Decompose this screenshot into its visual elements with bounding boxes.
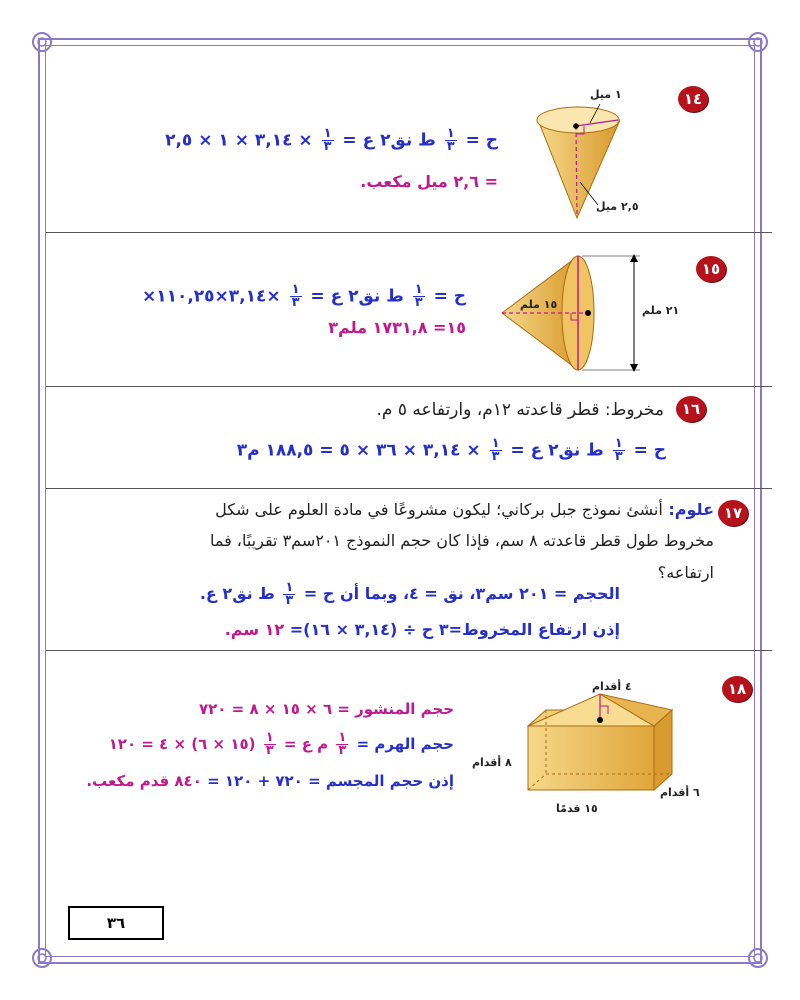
height-label: ٤ أقدام	[592, 680, 632, 693]
corner-ornament-top-right	[744, 28, 772, 56]
fraction-denominator: ٣	[491, 449, 500, 464]
fraction-numerator: ١	[414, 282, 423, 297]
fraction-numerator: ١	[338, 730, 347, 745]
fraction-numerator: ١	[614, 436, 623, 451]
page-number-box	[68, 906, 164, 940]
page-number: ٣٦	[106, 914, 126, 932]
height-label: ٢,٥ ميل	[596, 200, 639, 213]
prism-height-label: ٨ أقدام	[472, 756, 512, 769]
fraction	[613, 438, 625, 463]
fraction-denominator: ٣	[285, 593, 294, 608]
fraction-denominator: ٣	[446, 139, 455, 154]
fraction-numerator: ١	[291, 282, 300, 297]
corner-ornament-bottom-right	[744, 944, 772, 972]
solution-line	[199, 700, 454, 718]
fraction	[445, 128, 457, 153]
corner-ornament-top-left	[28, 28, 56, 56]
problem-statement: مخروط: قطر قاعدته ١٢م، وارتفاعه ٥ م.	[376, 400, 664, 420]
solution-line	[142, 284, 466, 309]
result-text: إذن ارتفاع المخروط=٣ ح ÷ (٣,١٤ × ١٦)=	[289, 620, 620, 639]
corner-ornament-bottom-left	[28, 944, 56, 972]
problem-number-badge: ١٤	[678, 86, 708, 112]
cone-figure	[496, 250, 646, 372]
length-label: ١٥ قدمًا	[556, 802, 598, 815]
fraction-numerator: ١	[446, 126, 455, 141]
statement-text: أنشئ نموذج جبل بركاني؛ ليكون مشروعًا في مادة العلوم على شكل	[215, 500, 663, 519]
fraction-denominator: ٣	[414, 295, 423, 310]
fraction	[413, 284, 425, 309]
radius-label: ١ ميل	[590, 88, 622, 101]
formula-start: ح =	[465, 130, 498, 151]
solution-line	[109, 732, 454, 757]
solution-line	[200, 582, 620, 607]
fraction-denominator: ٣	[614, 449, 623, 464]
fraction-denominator: ٣	[338, 743, 347, 758]
fraction-denominator: ٣	[323, 139, 332, 154]
result-value: ١٢ سم.	[224, 620, 290, 639]
formula-mid: ط نق٢ ع =	[310, 286, 404, 307]
formula-start: الحجم = ٢٠١ سم٣، نق = ٤، وبما أن ح =	[303, 584, 620, 603]
problem-number-badge: ١٧	[718, 500, 748, 526]
problem-statement-line	[215, 500, 714, 519]
solution-result	[86, 772, 454, 790]
problem-statement-line: ارتفاعه؟	[657, 563, 714, 582]
fraction-numerator: ١	[323, 126, 332, 141]
formula-mid: ط نق٢ ع =	[510, 440, 604, 461]
formula-end: × ٣,١٤ × ١ × ٢,٥	[165, 130, 313, 151]
fraction	[264, 732, 276, 757]
fraction	[322, 128, 334, 153]
formula-start: حجم الهرم =	[356, 735, 454, 753]
solution-line	[237, 438, 666, 463]
fraction	[336, 732, 348, 757]
problem-number-badge: ١٥	[696, 256, 726, 282]
formula-end: (١٥ × ٦) × ٤ = ١٢٠	[108, 735, 256, 753]
fraction-numerator: ١	[285, 580, 294, 595]
fraction	[290, 284, 302, 309]
fraction	[283, 582, 295, 607]
formula-end: ط نق٢ ع.	[199, 584, 275, 603]
width-label: ٦ أقدام	[660, 786, 700, 799]
formula-start: ح =	[433, 286, 466, 307]
result-text: إذن حجم المجسم = ٧٢٠ + ١٢٠ =	[201, 772, 454, 790]
formula-end: × ٣,١٤ × ٣٦ × ٥ = ١٨٨,٥ م٣	[236, 440, 481, 461]
section-divider	[46, 386, 772, 387]
solution-result	[225, 620, 620, 639]
formula-start: ح =	[633, 440, 666, 461]
prism-volume: حجم المنشور = ٦ × ١٥ × ٨ = ٧٢٠	[198, 700, 454, 718]
fraction-numerator: ١	[265, 730, 274, 745]
problem-statement-line: مخروط طول قطر قاعدته ٨ سم، فإذا كان حجم النموذج ٢٠١سم٣ تقريبًا، فما	[209, 531, 714, 550]
fraction-denominator: ٣	[265, 743, 274, 758]
solution-result: ١٥= ١٧٣١,٨ ملم٣	[328, 318, 466, 337]
result-value: ٨٤٠ قدم مكعب.	[86, 772, 202, 790]
problem-number-badge: ١٨	[722, 676, 752, 702]
formula-mid: م ع =	[283, 735, 329, 753]
height-label: ٢١ ملم	[642, 304, 680, 317]
formula-mid: ط نق٢ ع =	[342, 130, 436, 151]
solution-line	[165, 128, 498, 153]
prism-pyramid-figure	[520, 692, 700, 800]
formula-end: ×٣,١٤×١١٠,٢٥×	[141, 286, 281, 307]
fraction	[490, 438, 502, 463]
section-divider	[46, 650, 772, 651]
solution-result: = ٢,٦ ميل مكعب.	[360, 172, 498, 191]
section-divider	[46, 232, 772, 233]
fraction-denominator: ٣	[291, 295, 300, 310]
section-divider	[46, 488, 772, 489]
radius-label: ١٥ ملم	[520, 298, 558, 311]
subject-label: علوم:	[668, 500, 714, 519]
fraction-numerator: ١	[491, 436, 500, 451]
problem-number-badge: ١٦	[676, 396, 706, 422]
